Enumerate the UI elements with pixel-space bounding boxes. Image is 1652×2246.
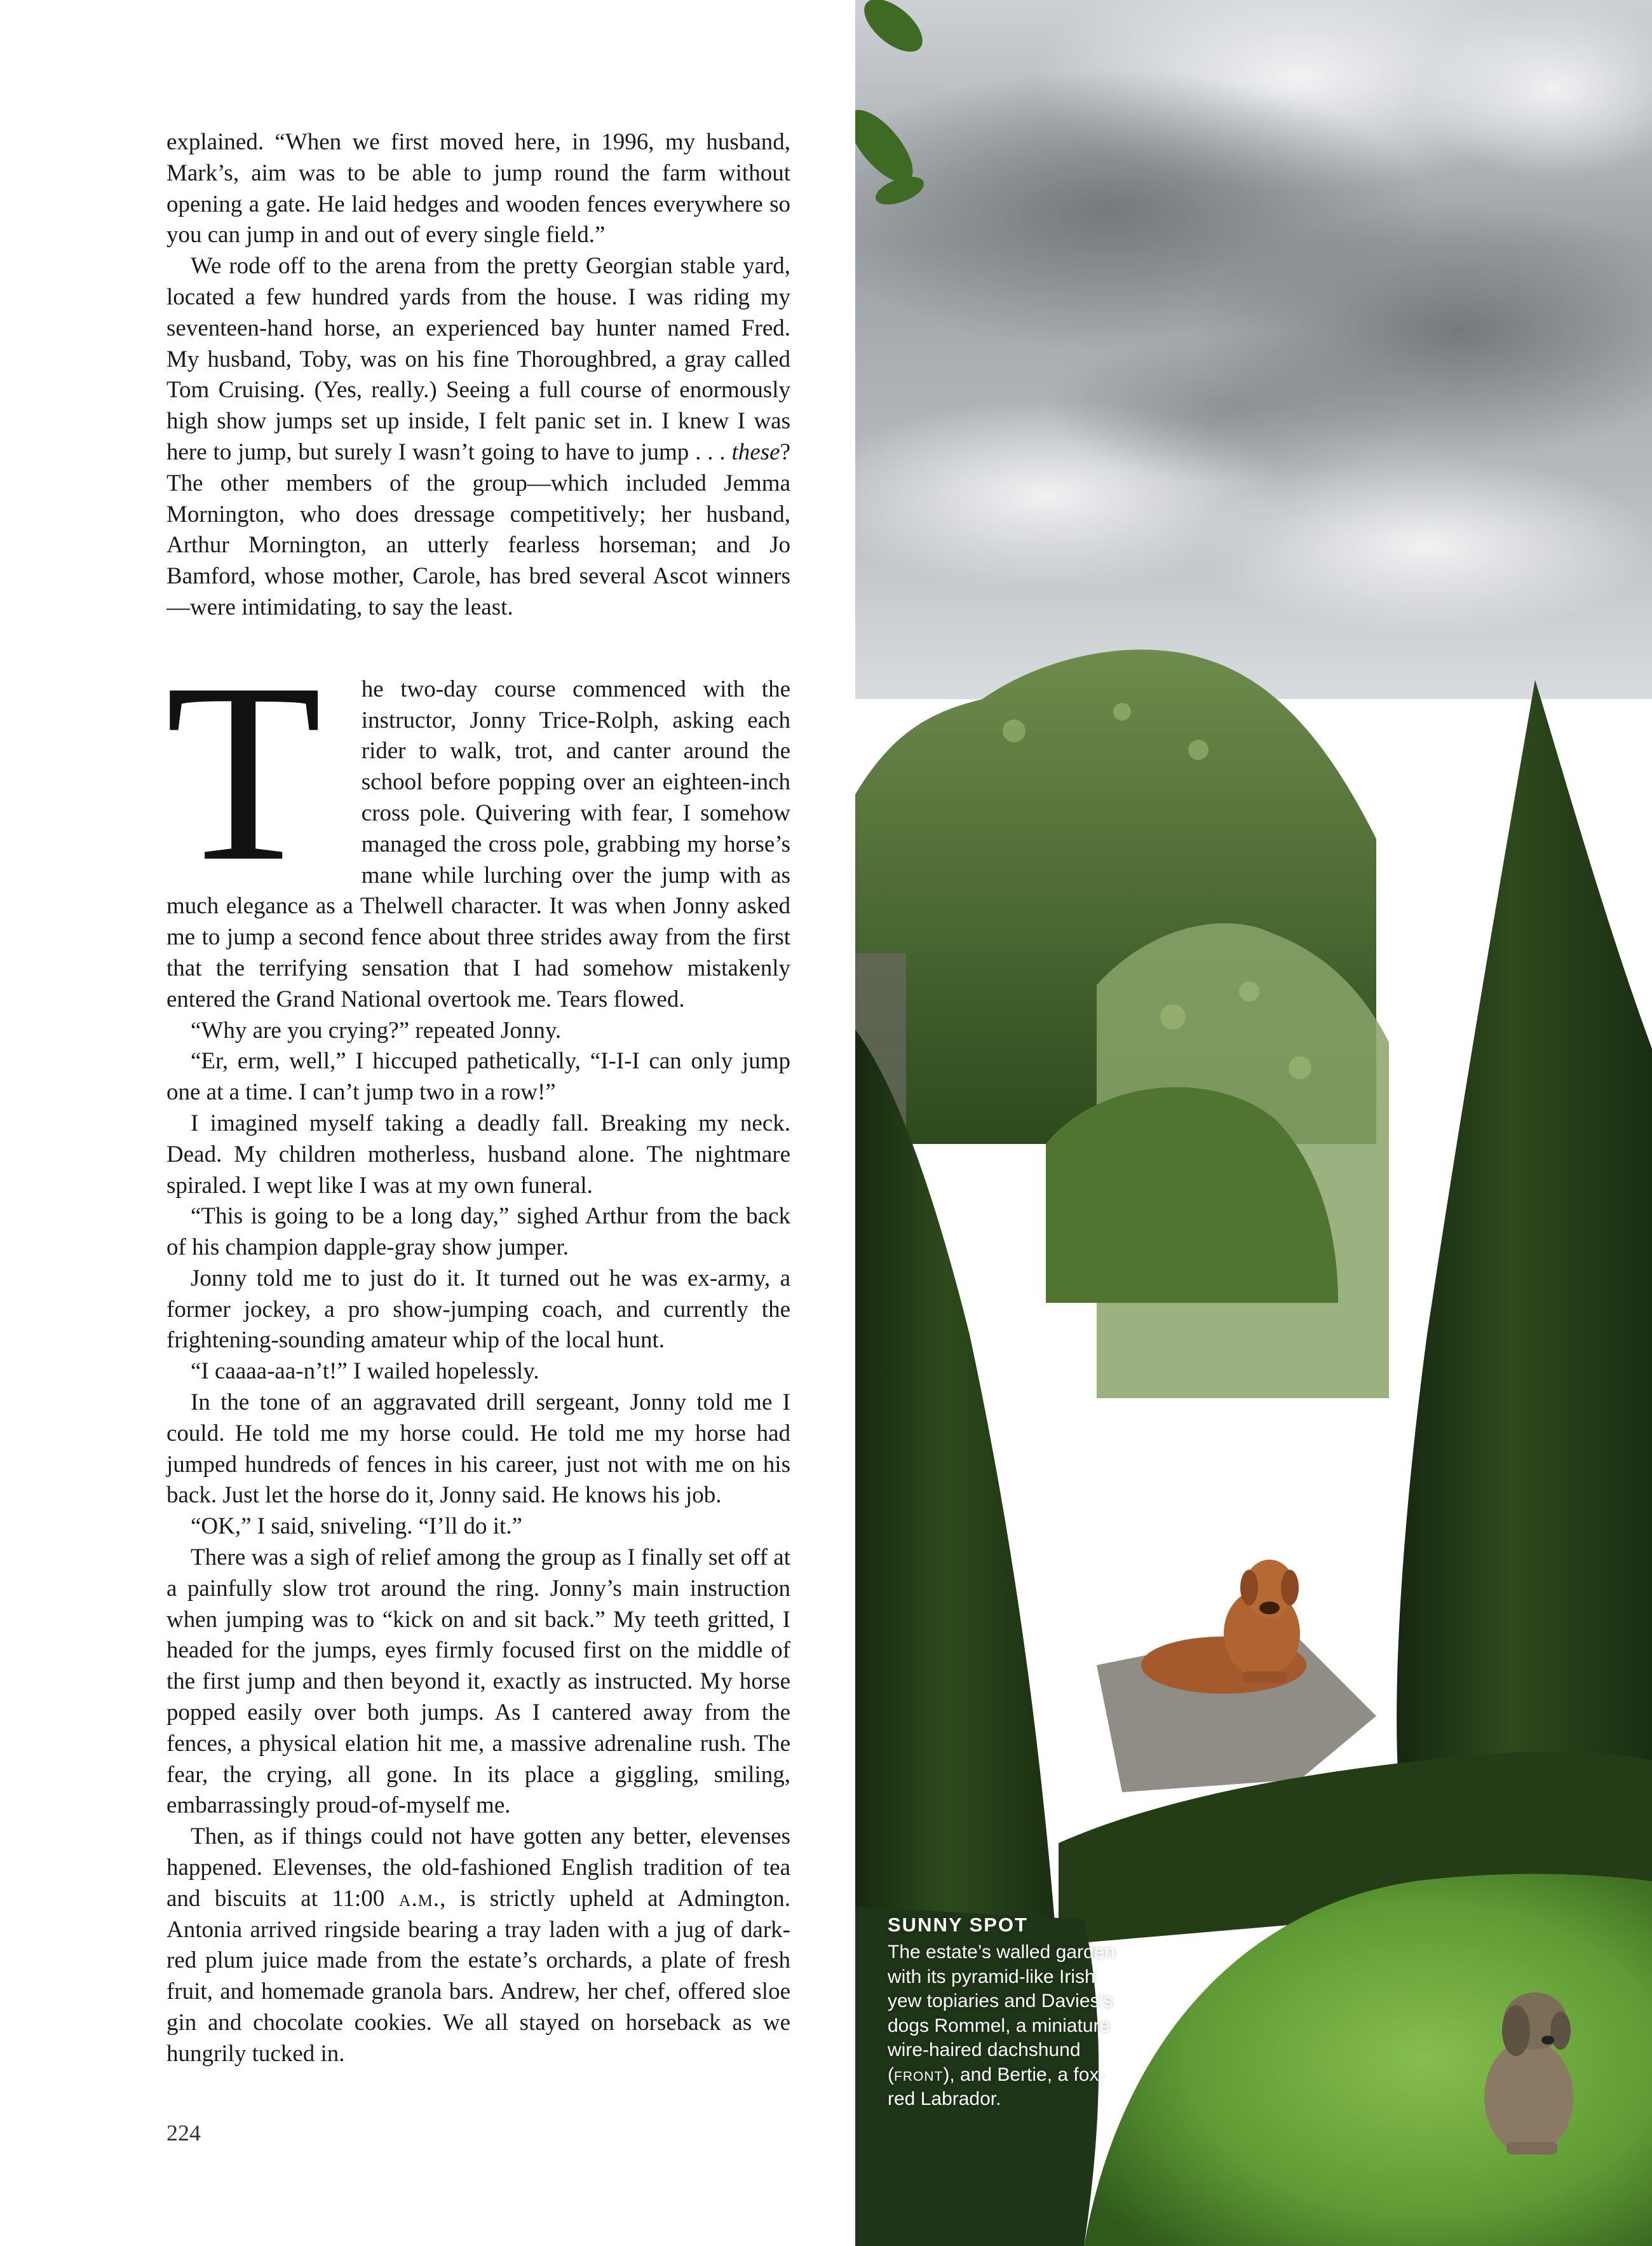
garden-photo — [855, 0, 1652, 2246]
article-paragraph: I imagined myself taking a deadly fall. Breaking my neck. Dead. My children motherless, husband alone. The nightmare spiraled. I wept like I was at my own funeral. — [166, 1110, 790, 1199]
yew-topiary-right — [1397, 680, 1652, 1818]
article-paragraph: explained. “When we first moved here, in 1996, my husband, Mark’s, aim was to be able to jump round the farm without opening a gate. He laid hedges and wooden fences everywhere so you can jump in and out of every single field.” — [166, 129, 790, 248]
caption-text: The estate’s walled garden with its pyramid-like Irish yew topiaries and Davies’s dogs Rommel, a miniature wire-haired dachshund (front), and Bertie, a fox-red Labrador. — [888, 1942, 1116, 2109]
article-paragraph-dropcap: T he two-day course commenced with the instructor, Jonny Trice-Rolph, asking each rider to walk, trot, and canter around the school before popping over an eighteen-inch cross pole. Quivering with fear, I somehow managed the cross pole, grabbing my horse’s mane while lurching over the jump with as much elegance as a Thelwell character. It was when Jonny asked me to jump a second fence about three strides away from the first that the terrifying sensation that I had somehow mistakenly entered the Grand National overtook me. Tears flowed. — [165, 630, 790, 1012]
article-paragraph: We rode off to the arena from the pretty Georgian stable yard, located a few hundred yards from the house. I was riding my seventeen-hand horse, an experienced bay hunter named Fred. My husband, Toby, was on his fine Thoroughbred, a gray called Tom Cruising. (Yes, really.) Seeing a full course of enormously high show jumps set up inside, I felt panic set in. I knew I was here to jump, but surely I wasn’t going to have to jump . . . these? The other members of the group—which included Jemma Mornington, who does dressage competitively; her husband, Arthur Mornington, an utterly fearless horseman; and Jo Bamford, whose mother, Carole, has bred several Ascot winners—were intimidating, to say the least. — [166, 253, 790, 620]
labrador-dog — [1141, 1560, 1306, 1694]
article-paragraph: “Er, erm, well,” I hiccuped pathetically, “I-I-I can only jump one at a time. I can’t jump two in a row!” — [166, 1048, 790, 1106]
garden-photo-illustration — [855, 0, 1652, 2246]
article-paragraph: Then, as if things could not have gotten any better, elevenses happened. Elevenses, the old-fashioned English tradition of tea and biscuits at 11:00 a.m., is strictly upheld at Admington. Antonia arrived ringside bearing a tray laden with a jug of dark-red plum juice made from the estate’s orchards, a plate of fresh fruit, and homemade granola bars. Andrew, her chef, offered sloe gin and chocolate cookies. We all stayed on horseback as we hungrily tucked in. — [166, 1823, 790, 2067]
article-paragraph: “This is going to be a long day,” sighed Arthur from the back of his champion dapple-gray show jumper. — [166, 1203, 790, 1261]
article-paragraph: “I caaaa-aa-n’t!” I wailed hopelessly. — [191, 1358, 539, 1385]
article-paragraph: Jonny told me to just do it. It turned out he was ex-army, a former jockey, a pro show-jumping coach, and currently the frightening-sounding amateur whip of the local hunt. — [166, 1265, 790, 1354]
caption-title: SUNNY SPOT — [888, 1914, 1028, 1936]
emphasis-text: these — [731, 439, 780, 465]
article-body — [166, 127, 790, 2070]
article-paragraph: “OK,” I said, sniveling. “I’ll do it.” — [191, 1513, 522, 1540]
article-paragraph: There was a sigh of relief among the group as I finally set off at a painfully slow trot around the ring. Jonny’s main instruction when jumping was to “kick on and sit back.” My teeth gritted, I headed for the jumps, eyes firmly focused first on the middle of the first jump and then beyond it, exactly as instructed. My horse popped easily over both jumps. As I cantered away from the fences, a physical elation hit me, a massive adrenaline rush. The fear, the crying, all gone. In its place a giggling, smiling, embarrassingly proud-of-myself me. — [166, 1544, 790, 1819]
caption-small-caps: front — [894, 2064, 944, 2085]
yew-topiary-left — [855, 1030, 1059, 1970]
drop-cap: T — [165, 630, 322, 915]
small-caps-text: a.m. — [398, 1885, 440, 1912]
page-number: 224 — [166, 2120, 201, 2146]
photo-caption — [888, 1914, 1116, 2112]
article-paragraph: In the tone of an aggravated drill sergeant, Jonny told me I could. He told me my horse could. He told me my horse had jumped hundreds of fences in his career, just not with me on his back. Just let the horse do it, Jonny said. He knows his job. — [166, 1389, 790, 1509]
article-paragraph: “Why are you crying?” repeated Jonny. — [191, 1017, 562, 1044]
